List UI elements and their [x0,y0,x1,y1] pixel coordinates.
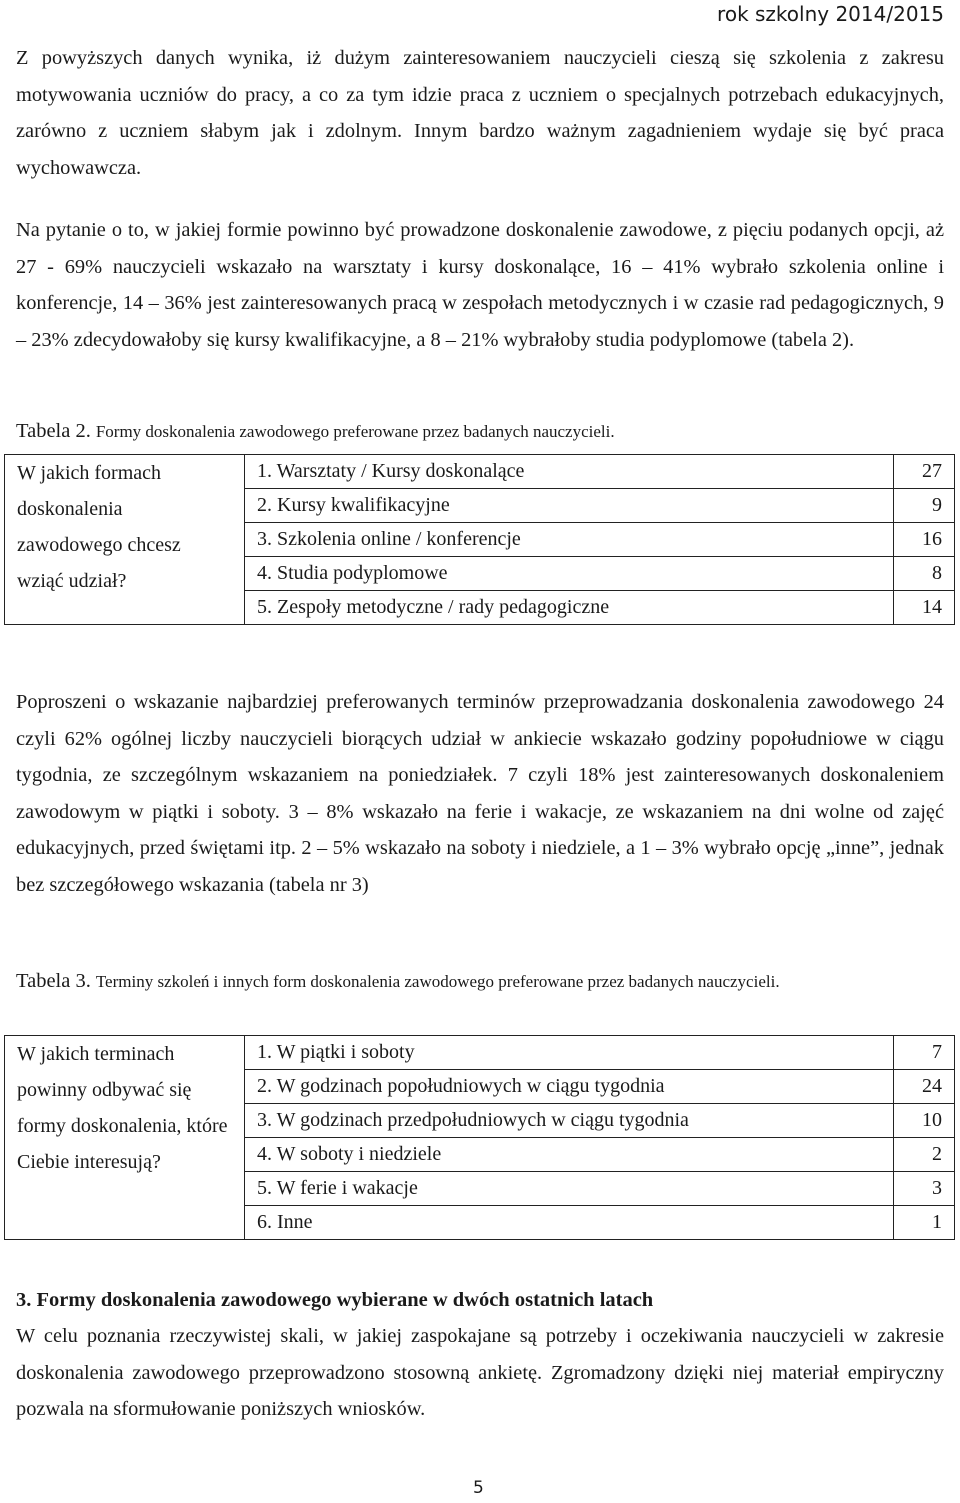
table3-row-label: 1. W piątki i soboty [245,1036,894,1070]
table3-row-label: 2. W godzinach popołudniowych w ciągu tygodnia [245,1070,894,1104]
table2-row-label: 5. Zespoły metodyczne / rady pedagogiczne [245,591,894,625]
table2-row-label: 4. Studia podyplomowe [245,557,894,591]
table3-row-value: 24 [894,1070,955,1104]
paragraph-terms: Poproszeni o wskazanie najbardziej preferowanych terminów przeprowadzania doskonalenia zawodowego 24 czyli 62% ogólnej liczby nauczycieli biorących udział w ankiecie wskazało godziny popołudniowe w ciągu tygodnia, ze szczególnym wskazaniem na poniedziałek. 7 czyli 18% jest zainteresowanych doskonaleniem zawodowym w piątki i soboty. 3 – 8% wskazało na ferie i wakacje, ze wskazaniem na dni wolne od zajęć edukacyjnych, przed świętami itp. 2 – 5% wskazało na soboty i niedziele, a 1 – 3% wybrało opcję „inne”, jednak bez szczegółowego wskazania (tabela nr 3) [16,691,944,896]
table3-caption-text: Terminy szkoleń i innych form doskonalenia zawodowego preferowane przez badanych nauczycieli. [95,972,780,991]
table2-row-value: 16 [894,523,955,557]
table2-row-label: 2. Kursy kwalifikacyjne [245,489,894,523]
section-heading: 3. Formy doskonalenia zawodowego wybierane w dwóch ostatnich latach [16,1289,654,1311]
table3-row-value: 1 [894,1206,955,1240]
table3 [4,1035,955,1240]
table2-caption [16,413,944,450]
table-row [5,1036,955,1070]
table3-row-value: 3 [894,1172,955,1206]
table-row [5,455,955,489]
paragraph-motivation: Z powyższych danych wynika, iż dużym zainteresowaniem nauczycieli cieszą się szkolenia z zakresu motywowania uczniów do pracy, a co za tym idzie praca z uczniem o specjalnych potrzebach edukacyjnych, zarówno z uczniem słabym jak i zdolnym. Innym bardzo ważnym zagadnieniem wydaje się być praca wychowawcza. [16,47,944,179]
table3-row-value: 7 [894,1036,955,1070]
table3-caption-lead: Tabela 3. [16,970,91,992]
table3-row-label: 6. Inne [245,1206,894,1240]
paragraph-survey: W celu poznania rzeczywistej skali, w jakiej zaspokajane są potrzeby i oczekiwania nauczycieli w zakresie doskonalenia zawodowego przeprowadzono stosowną ankietę. Zgromadzony dzięki niej materiał empiryczny pozwala na sformułowanie poniższych wniosków. [16,1325,944,1420]
table2-row-value: 14 [894,591,955,625]
table2-question: W jakich formach doskonalenia zawodowego chcesz wziąć udział? [5,455,245,625]
table2-caption-text: Formy doskonalenia zawodowego preferowane przez badanych nauczycieli. [95,422,615,441]
table3-row-label: 5. W ferie i wakacje [245,1172,894,1206]
table3-row-value: 10 [894,1104,955,1138]
table3-row-label: 3. W godzinach przedpołudniowych w ciągu tygodnia [245,1104,894,1138]
table2-row-value: 8 [894,557,955,591]
table2-caption-lead: Tabela 2. [16,420,91,442]
page-number: 5 [473,1478,484,1498]
table3-row-value: 2 [894,1138,955,1172]
table3-caption [16,963,944,1000]
table2-row-value: 27 [894,455,955,489]
table2-row-label: 3. Szkolenia online / konferencje [245,523,894,557]
running-header: rok szkolny 2014/2015 [717,2,944,26]
table2-row-label: 1. Warsztaty / Kursy doskonalące [245,455,894,489]
table3-question: W jakich terminach powinny odbywać się formy doskonalenia, które Ciebie interesują? [5,1036,245,1240]
table2-row-value: 9 [894,489,955,523]
table3-row-label: 4. W soboty i niedziele [245,1138,894,1172]
table2 [4,454,955,625]
paragraph-forms: Na pytanie o to, w jakiej formie powinno być prowadzone doskonalenie zawodowe, z pięciu podanych opcji, aż 27 - 69% nauczycieli wskazało na warsztaty i kursy doskonalące, 16 – 41% wybrało szkolenia online i konferencje, 14 – 36% jest zainteresowanych pracą w zespołach metodycznych i w czasie rad pedagogicznych, 9 – 23% zdecydowałoby się kursy kwalifikacyjne, a 8 – 21% wybrałoby studia podyplomowe (tabela 2). [16,219,944,351]
